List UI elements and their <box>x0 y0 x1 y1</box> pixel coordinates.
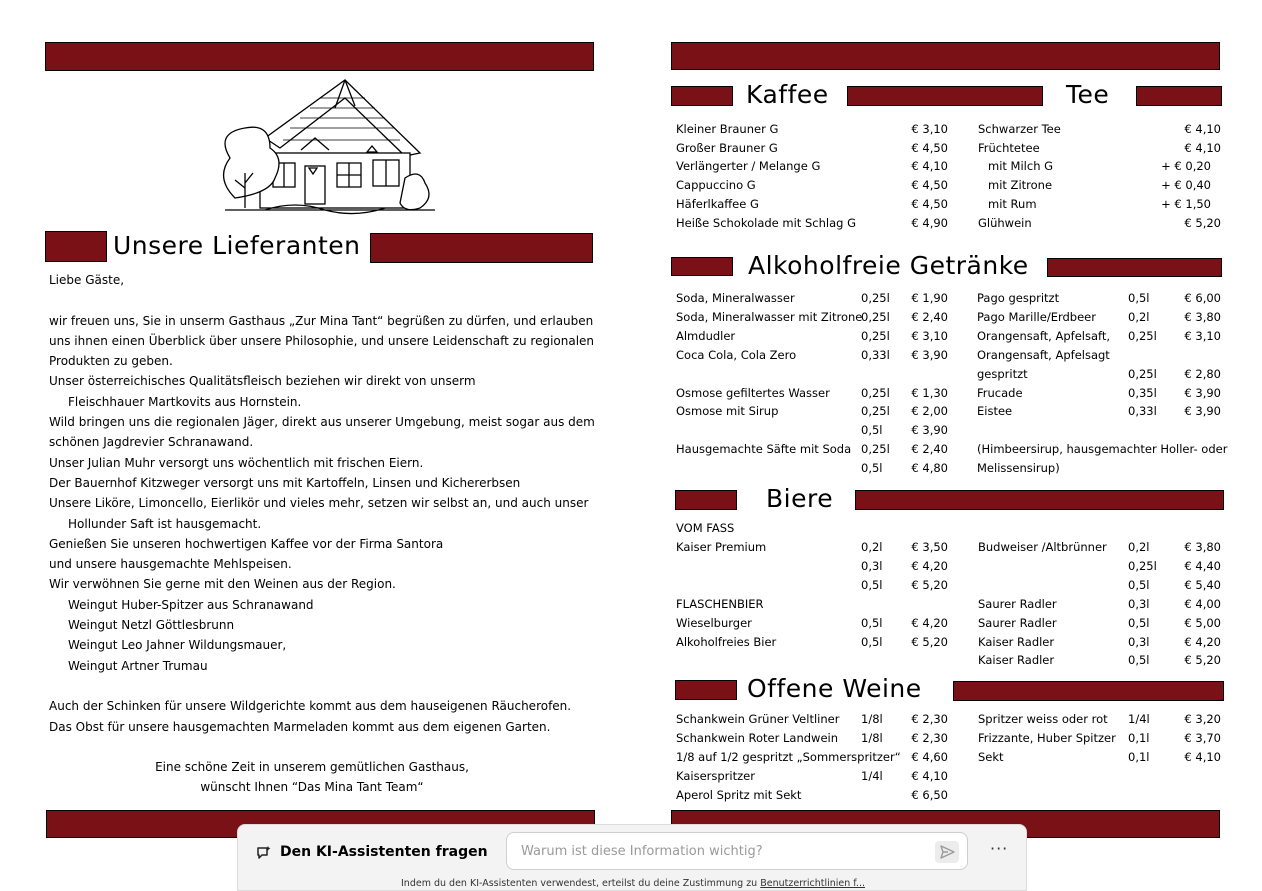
beer-size: 0,2l <box>861 540 883 554</box>
wine-size: 1/8l <box>861 731 883 745</box>
tee-item-name: Glühwein <box>978 216 1032 230</box>
beer-name: Wieselburger <box>676 616 752 630</box>
drink-name: Osmose mit Sirup <box>676 404 779 418</box>
heading-bar-kaffee-a <box>671 86 733 106</box>
wine-name: Kaiserspritzer <box>676 769 755 783</box>
drink-price: € 3,90 <box>1184 386 1221 400</box>
beer-name: Budweiser /Altbrünner <box>978 540 1107 554</box>
lieferanten-heading: Unsere Lieferanten <box>113 231 361 260</box>
wine-price: € 3,70 <box>1184 731 1221 745</box>
terms-link[interactable]: Benutzerrichtlinien f... <box>760 878 865 889</box>
kaffee-item-price: € 4,50 <box>911 178 948 192</box>
kaffee-item-price: € 4,10 <box>911 159 948 173</box>
intro-line: Der Bauernhof Kitzweger versorgt uns mit Kartoffeln, Linsen und Kichererbsen <box>49 475 521 490</box>
drink-name: Pago gespritzt <box>977 291 1060 305</box>
drink-size: 0,5l <box>861 423 883 437</box>
intro-line: Genießen Sie unseren hochwertigen Kaffee vor der Firma Santora <box>49 536 444 551</box>
kaffee-item-name: Kleiner Brauner G <box>676 122 779 136</box>
drink-name: Coca Cola, Cola Zero <box>676 348 797 362</box>
intro-line: Eine schöne Zeit in unserem gemütlichen Gasthaus, <box>155 760 469 775</box>
drink-price: € 2,40 <box>911 310 948 324</box>
tee-item-price: € 4,10 <box>1184 122 1221 136</box>
beer-price: € 4,20 <box>911 559 948 573</box>
drink-name: Almdudler <box>676 329 736 343</box>
drink-size: 0,25l <box>1128 329 1157 343</box>
drink-name: Orangensaft, Apfelsaft, <box>977 329 1111 343</box>
tee-item-name: Früchtetee <box>978 141 1040 155</box>
beer-name: Kaiser Radler <box>978 653 1055 667</box>
drink-name: Eistee <box>977 404 1013 418</box>
intro-line: Das Obst für unsere hausgemachten Marmeladen kommt aus dem eigenen Garten. <box>49 719 551 734</box>
beer-name: Kaiser Radler <box>978 635 1055 649</box>
kaffee-item-name: Cappuccino G <box>676 178 756 192</box>
drink-price: € 4,80 <box>911 461 948 475</box>
drink-size: 0,25l <box>1128 367 1157 381</box>
beer-price: € 5,20 <box>1184 653 1221 667</box>
intro-line: schönen Jagdrevier Schranawand. <box>49 435 254 450</box>
drink-size: 0,25l <box>861 404 890 418</box>
house-illustration <box>205 78 437 218</box>
alkoholfrei-heading: Alkoholfreie Getränke <box>748 251 1029 280</box>
kaffee-item-price: € 4,50 <box>911 197 948 211</box>
send-icon <box>935 841 959 863</box>
intro-line: Unsere Liköre, Limoncello, Eierlikör und vieles mehr, setzen wir selbst an, und auch unser <box>49 496 589 511</box>
biere-heading: Biere <box>766 484 834 513</box>
beer-name: Kaiser Premium <box>676 540 767 554</box>
intro-line: Wild bringen uns die regionalen Jäger, direkt aus unserer Umgebung, meist sogar aus dem <box>49 415 595 430</box>
heading-bar-biere-b <box>855 490 1224 510</box>
beer-size: 0,5l <box>1128 578 1150 592</box>
kaffee-item-name: Verlängerter / Melange G <box>676 159 821 173</box>
ai-assistant-label[interactable]: Den KI-Assistenten fragen <box>280 844 488 860</box>
ai-chat-icon <box>256 845 272 861</box>
beer-size: 0,3l <box>1128 635 1150 649</box>
drink-name: Hausgemachte Säfte mit Soda <box>676 442 852 456</box>
intro-line: Weingut Netzl Göttlesbrunn <box>68 618 235 633</box>
drink-price: € 3,10 <box>1184 329 1221 343</box>
drink-price: € 1,30 <box>911 386 948 400</box>
wine-name: Spritzer weiss oder rot <box>978 712 1108 726</box>
wine-name: Sekt <box>978 750 1004 764</box>
kaffee-item-price: € 4,90 <box>911 216 948 230</box>
kaffee-item-name: Großer Brauner G <box>676 141 778 155</box>
intro-line: Fleischhauer Martkovits aus Hornstein. <box>68 394 302 409</box>
beer-price: € 3,50 <box>911 540 948 554</box>
intro-line: Unser Julian Muhr versorgt uns wöchentlich mit frischen Eiern. <box>49 455 424 470</box>
beer-size: 0,5l <box>1128 653 1150 667</box>
intro-line: uns ihnen einen Überblick über unsere Philosophie, und unsere Leidenschaft zu regionalen <box>49 333 595 348</box>
drink-size: 0,35l <box>1128 386 1157 400</box>
ai-question-input[interactable] <box>506 832 968 870</box>
wine-name: 1/8 auf 1/2 gespritzt „Sommerspritzer“ <box>676 750 901 764</box>
drink-price: € 2,80 <box>1184 367 1221 381</box>
drink-note: (Himbeersirup, hausgemachter Holler- oder <box>977 442 1228 456</box>
intro-line: Produkten zu geben. <box>49 354 173 369</box>
drink-size: 0,25l <box>861 329 890 343</box>
wine-name: Schankwein Roter Landwein <box>676 731 839 745</box>
kaffee-item-name: Heiße Schokolade mit Schlag G <box>676 216 856 230</box>
top-bar-right <box>671 42 1220 70</box>
flaschenbier-label: FLASCHENBIER <box>676 597 764 611</box>
tee-item-price: + € 0,40 <box>1161 178 1211 192</box>
beer-name: Saurer Radler <box>978 597 1057 611</box>
drink-size: 0,25l <box>861 291 890 305</box>
intro-line <box>49 290 609 310</box>
tee-item-name: Schwarzer Tee <box>978 122 1061 136</box>
beer-price: € 5,20 <box>911 635 948 649</box>
drink-price: € 6,00 <box>1184 291 1221 305</box>
drink-name: Soda, Mineralwasser <box>676 291 795 305</box>
wine-price: € 4,10 <box>911 769 948 783</box>
drink-size: 0,25l <box>861 386 890 400</box>
drink-price: € 3,10 <box>911 329 948 343</box>
intro-line: Weingut Leo Jahner Wildungsmauer, <box>68 638 287 653</box>
drink-price: € 3,90 <box>1184 404 1221 418</box>
tee-item-name: mit Zitrone <box>988 178 1053 192</box>
top-bar-left <box>45 42 594 71</box>
consent-text: Indem du den KI-Assistenten verwendest, erteilst du deine Zustimmung zu <box>401 878 761 889</box>
intro-line <box>49 737 609 757</box>
ai-assistant-panel <box>237 824 1027 891</box>
wine-price: € 4,60 <box>911 750 948 764</box>
wine-size: 1/4l <box>1128 712 1150 726</box>
kaffee-item-price: € 3,10 <box>911 122 948 136</box>
drink-size: 0,25l <box>861 442 890 456</box>
drink-size: 0,2l <box>1128 310 1150 324</box>
vom-fass-label: VOM FASS <box>676 521 735 535</box>
wine-size: 0,1l <box>1128 750 1150 764</box>
tee-item-price: + € 0,20 <box>1161 159 1211 173</box>
tee-item-name: mit Rum <box>988 197 1037 211</box>
wine-price: € 4,10 <box>1184 750 1221 764</box>
consent-note <box>238 878 1028 889</box>
wine-price: € 2,30 <box>911 712 948 726</box>
wine-name: Aperol Spritz mit Sekt <box>676 788 802 802</box>
beer-size: 0,25l <box>1128 559 1157 573</box>
intro-line: Weingut Huber-Spitzer aus Schranawand <box>68 597 314 612</box>
send-button[interactable] <box>935 841 959 863</box>
drink-name: Orangensaft, Apfelsagt <box>977 348 1110 362</box>
heading-bar-left-b <box>370 233 593 263</box>
drink-price: € 2,40 <box>911 442 948 456</box>
tee-item-price: € 5,20 <box>1184 216 1221 230</box>
intro-line: Wir verwöhnen Sie gerne mit den Weinen aus der Region. <box>49 577 396 592</box>
beer-name: Alkoholfreies Bier <box>676 635 777 649</box>
heading-bar-weine-b <box>953 681 1224 701</box>
drink-price: € 2,00 <box>911 404 948 418</box>
beer-price: € 4,20 <box>911 616 948 630</box>
heading-bar-alkfrei-a <box>671 257 733 276</box>
intro-line: Liebe Gäste, <box>49 273 125 287</box>
drink-size: 0,33l <box>1128 404 1157 418</box>
beer-price: € 4,40 <box>1184 559 1221 573</box>
drink-price: € 3,90 <box>911 423 948 437</box>
intro-line: und unsere hausgemachte Mehlspeisen. <box>49 557 292 572</box>
wine-price: € 3,20 <box>1184 712 1221 726</box>
intro-text <box>49 270 609 798</box>
beer-name: Saurer Radler <box>978 616 1057 630</box>
intro-line: wünscht Ihnen “Das Mina Tant Team“ <box>200 780 424 795</box>
heading-bar-biere-a <box>675 490 737 510</box>
drink-size: 0,5l <box>1128 291 1150 305</box>
drink-price: € 3,80 <box>1184 310 1221 324</box>
beer-size: 0,2l <box>1128 540 1150 554</box>
drink-size: 0,5l <box>861 461 883 475</box>
beer-size: 0,5l <box>861 578 883 592</box>
drink-price: € 3,90 <box>911 348 948 362</box>
tee-heading: Tee <box>1066 80 1110 109</box>
drink-size: 0,25l <box>861 310 890 324</box>
tee-item-name: mit Milch G <box>988 159 1054 173</box>
kaffee-item-name: Häferlkaffee G <box>676 197 759 211</box>
beer-price: € 5,20 <box>911 578 948 592</box>
tee-item-price: + € 1,50 <box>1161 197 1211 211</box>
heading-bar-alkfrei-b <box>1047 258 1222 277</box>
drink-name: Osmose gefiltertes Wasser <box>676 386 830 400</box>
beer-size: 0,5l <box>1128 616 1150 630</box>
wine-price: € 6,50 <box>911 788 948 802</box>
ai-input-placeholder: Warum ist diese Information wichtig? <box>521 844 763 859</box>
beer-price: € 3,80 <box>1184 540 1221 554</box>
wine-name: Schankwein Grüner Veltliner <box>676 712 840 726</box>
wine-name: Frizzante, Huber Spitzer <box>978 731 1116 745</box>
intro-line: Weingut Artner Trumau <box>68 658 208 673</box>
drink-name: gespritzt <box>977 367 1028 381</box>
intro-line: wir freuen uns, Sie in unserm Gasthaus „Zur Mina Tant“ begrüßen zu dürfen, und erlauben <box>49 313 594 328</box>
drink-name: Frucade <box>977 386 1023 400</box>
heading-bar-kaffee-b <box>847 86 1043 106</box>
drink-note: Melissensirup) <box>977 461 1060 475</box>
intro-line: Hollunder Saft ist hausgemacht. <box>68 516 262 531</box>
drink-name: Pago Marille/Erdbeer <box>977 310 1096 324</box>
wine-size: 1/4l <box>861 769 883 783</box>
drink-size: 0,33l <box>861 348 890 362</box>
kaffee-heading: Kaffee <box>746 80 829 109</box>
tee-item-price: € 4,10 <box>1184 141 1221 155</box>
drink-name: Soda, Mineralwasser mit Zitrone <box>676 310 863 324</box>
beer-price: € 5,40 <box>1184 578 1221 592</box>
heading-bar-left-a <box>45 231 107 262</box>
kaffee-item-price: € 4,50 <box>911 141 948 155</box>
heading-bar-tee <box>1136 86 1222 106</box>
beer-price: € 4,20 <box>1184 635 1221 649</box>
intro-line: Unser österreichisches Qualitätsfleisch beziehen wir direkt von unserm <box>49 374 476 389</box>
intro-line: Auch der Schinken für unsere Wildgerichte kommt aus dem hauseigenen Räucherofen. <box>49 699 572 714</box>
beer-size: 0,3l <box>1128 597 1150 611</box>
wine-size: 1/8l <box>861 712 883 726</box>
wine-size: 0,1l <box>1128 731 1150 745</box>
beer-size: 0,3l <box>861 559 883 573</box>
wine-price: € 2,30 <box>911 731 948 745</box>
intro-line <box>49 676 609 696</box>
more-options-button[interactable]: ··· <box>990 839 1009 858</box>
heading-bar-weine-a <box>675 680 737 700</box>
drink-price: € 1,90 <box>911 291 948 305</box>
beer-size: 0,5l <box>861 635 883 649</box>
beer-price: € 5,00 <box>1184 616 1221 630</box>
beer-size: 0,5l <box>861 616 883 630</box>
weine-heading: Offene Weine <box>747 674 922 703</box>
beer-price: € 4,00 <box>1184 597 1221 611</box>
